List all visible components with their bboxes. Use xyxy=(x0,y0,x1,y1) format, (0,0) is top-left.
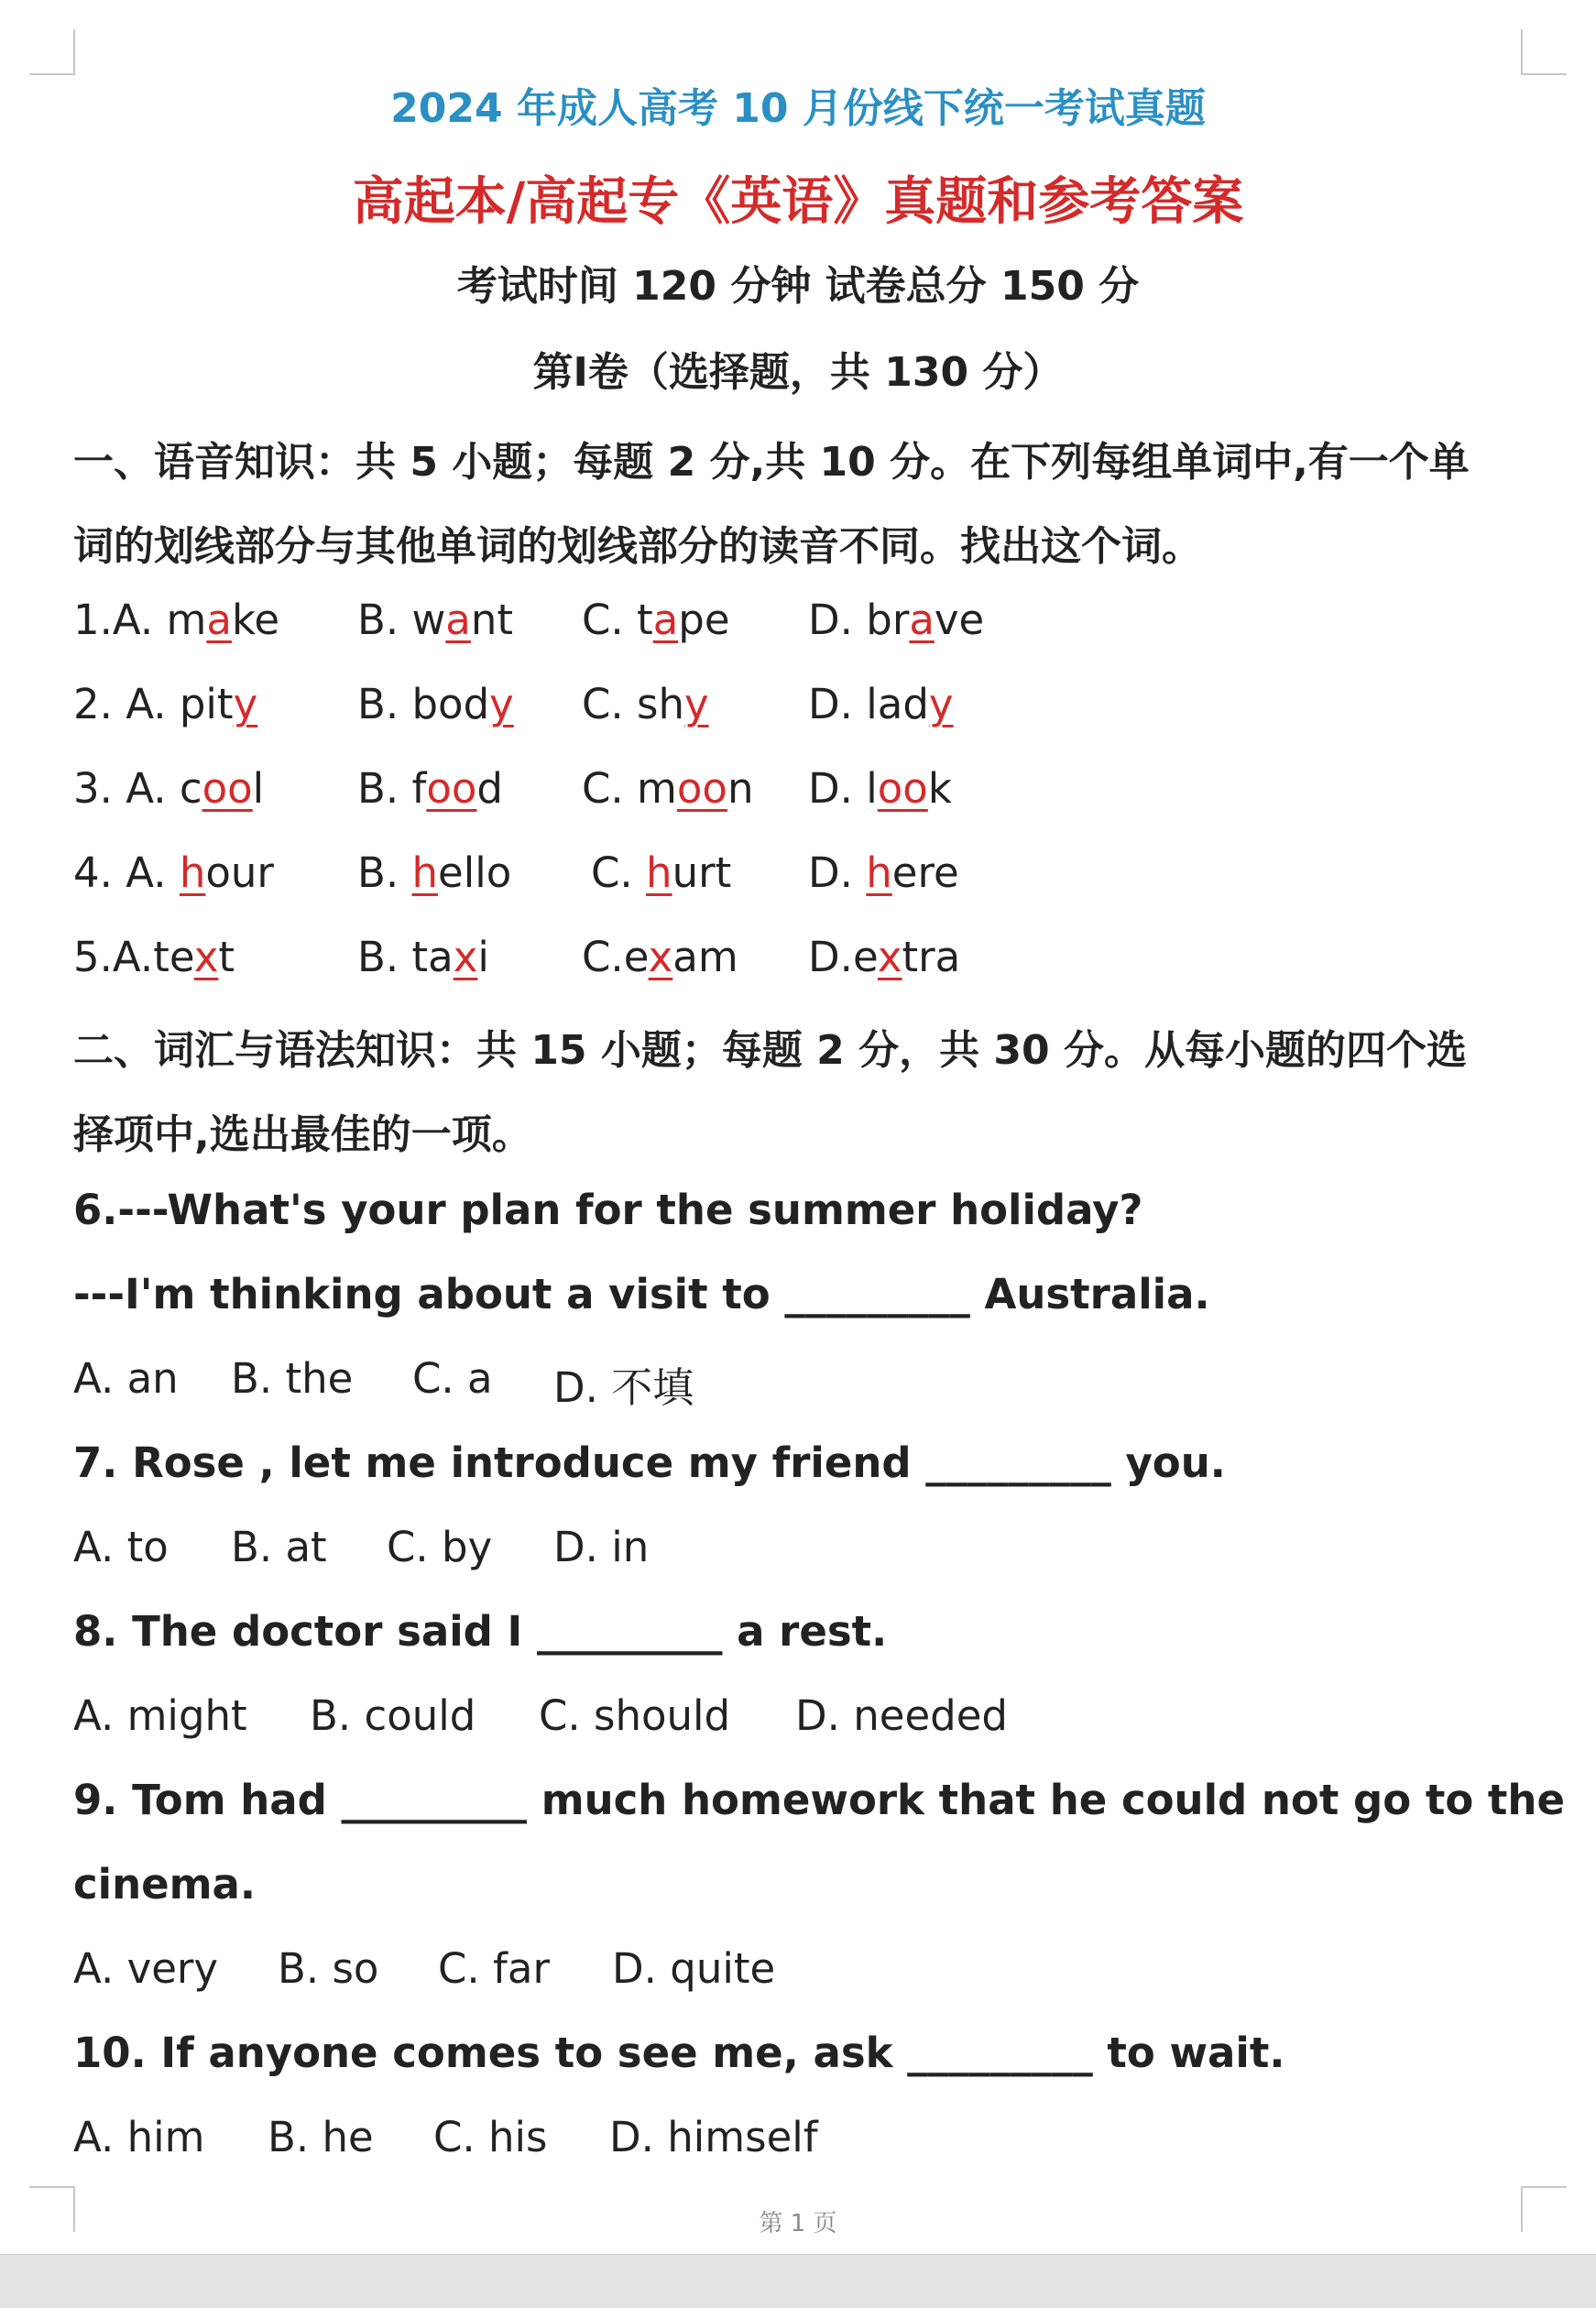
q2-option-d: D. lady xyxy=(808,680,954,728)
q3-option-a: 3. A. cool xyxy=(73,764,265,813)
q2-option-b: B. body xyxy=(357,680,514,728)
exam-title: 2024 年成人高考 10 月份线下统一考试真题 xyxy=(390,85,1206,132)
q8-option-c: C. should xyxy=(539,1691,731,1740)
q4-option-b: B. hello xyxy=(357,848,512,897)
page-number: 第 1 页 xyxy=(759,2210,837,2237)
crop-mark-top-right xyxy=(1521,29,1567,75)
q3-option-c: C. moon xyxy=(582,764,754,813)
q1-option-b: B. want xyxy=(357,596,514,644)
section2-heading: 二、词汇与语法知识：共 15 小题；每题 2 分，共 30 分。从每小题的四个选 xyxy=(73,1027,1467,1074)
q6-option-b: B. the xyxy=(231,1354,354,1403)
q9-stem-line2: cinema. xyxy=(73,1860,257,1909)
q2-option-a: 2. A. pity xyxy=(73,680,258,728)
exam-subtitle: 高起本/高起专《英语》真题和参考答案 xyxy=(352,172,1244,232)
q10-option-a: A. him xyxy=(73,2113,205,2161)
volume-heading: 第Ⅰ卷（选择题，共 130 分） xyxy=(532,349,1064,396)
q4-option-d: D. here xyxy=(808,848,959,897)
q1-option-d: D. brave xyxy=(808,596,985,644)
q9-option-d: D. quite xyxy=(612,1944,776,1993)
q4-option-a: 4. A. hour xyxy=(73,848,274,897)
viewer-bottom-bar xyxy=(0,2254,1596,2308)
q9-stem-line1: 9. Tom had _________ much homework that he could not go to the xyxy=(73,1776,1565,1824)
q3-option-b: B. food xyxy=(357,764,503,813)
q9-option-a: A. very xyxy=(73,1944,219,1993)
q10-stem: 10. If anyone comes to see me, ask _________ to wait. xyxy=(73,2029,1285,2077)
exam-time-score: 考试时间 120 分钟 试卷总分 150 分 xyxy=(456,263,1140,310)
section1-heading: 一、语音知识：共 5 小题；每题 2 分,共 10 分。在下列每组单词中,有一个单 xyxy=(73,439,1470,486)
q10-option-d: D. himself xyxy=(609,2113,818,2161)
crop-mark-top-left xyxy=(29,29,75,75)
q6-option-c: C. a xyxy=(412,1354,493,1403)
q6-stem-line1: 6.---What's your plan for the summer holiday? xyxy=(73,1186,1143,1234)
q2-option-c: C. shy xyxy=(582,680,709,728)
q9-option-b: B. so xyxy=(278,1944,379,1993)
q8-option-b: B. could xyxy=(310,1691,476,1740)
q4-option-c: C. hurt xyxy=(591,848,732,897)
q5-option-a: 5.A.text xyxy=(73,933,235,981)
q5-option-c: C.exam xyxy=(582,933,738,981)
q6-stem-line2: ---I'm thinking about a visit to _________ Australia. xyxy=(73,1270,1210,1318)
q1-option-a: 1.A. make xyxy=(73,596,280,644)
q5-option-b: B. taxi xyxy=(357,933,489,981)
section2-instruction: 择项中,选出最佳的一项。 xyxy=(73,1111,532,1158)
q5-option-d: D.extra xyxy=(808,933,961,981)
q7-option-c: C. by xyxy=(387,1523,493,1571)
q1-option-c: C. tape xyxy=(582,596,730,644)
q3-option-d: D. look xyxy=(808,764,952,813)
section1-instruction: 词的划线部分与其他单词的划线部分的读音不同。找出这个词。 xyxy=(73,523,1202,570)
q8-option-d: D. needed xyxy=(795,1691,1008,1740)
q7-option-b: B. at xyxy=(231,1523,327,1571)
q8-stem: 8. The doctor said I _________ a rest. xyxy=(73,1607,888,1656)
q10-option-b: B. he xyxy=(268,2113,374,2161)
q7-stem: 7. Rose , let me introduce my friend _________ you. xyxy=(73,1438,1226,1487)
q9-option-c: C. far xyxy=(438,1944,550,1993)
q10-option-c: C. his xyxy=(433,2113,548,2161)
q6-option-d: D. 不填 xyxy=(553,1363,694,1412)
q7-option-d: D. in xyxy=(553,1523,650,1571)
q8-option-a: A. might xyxy=(73,1691,247,1740)
q6-option-a: A. an xyxy=(73,1354,179,1403)
q7-option-a: A. to xyxy=(73,1523,169,1571)
